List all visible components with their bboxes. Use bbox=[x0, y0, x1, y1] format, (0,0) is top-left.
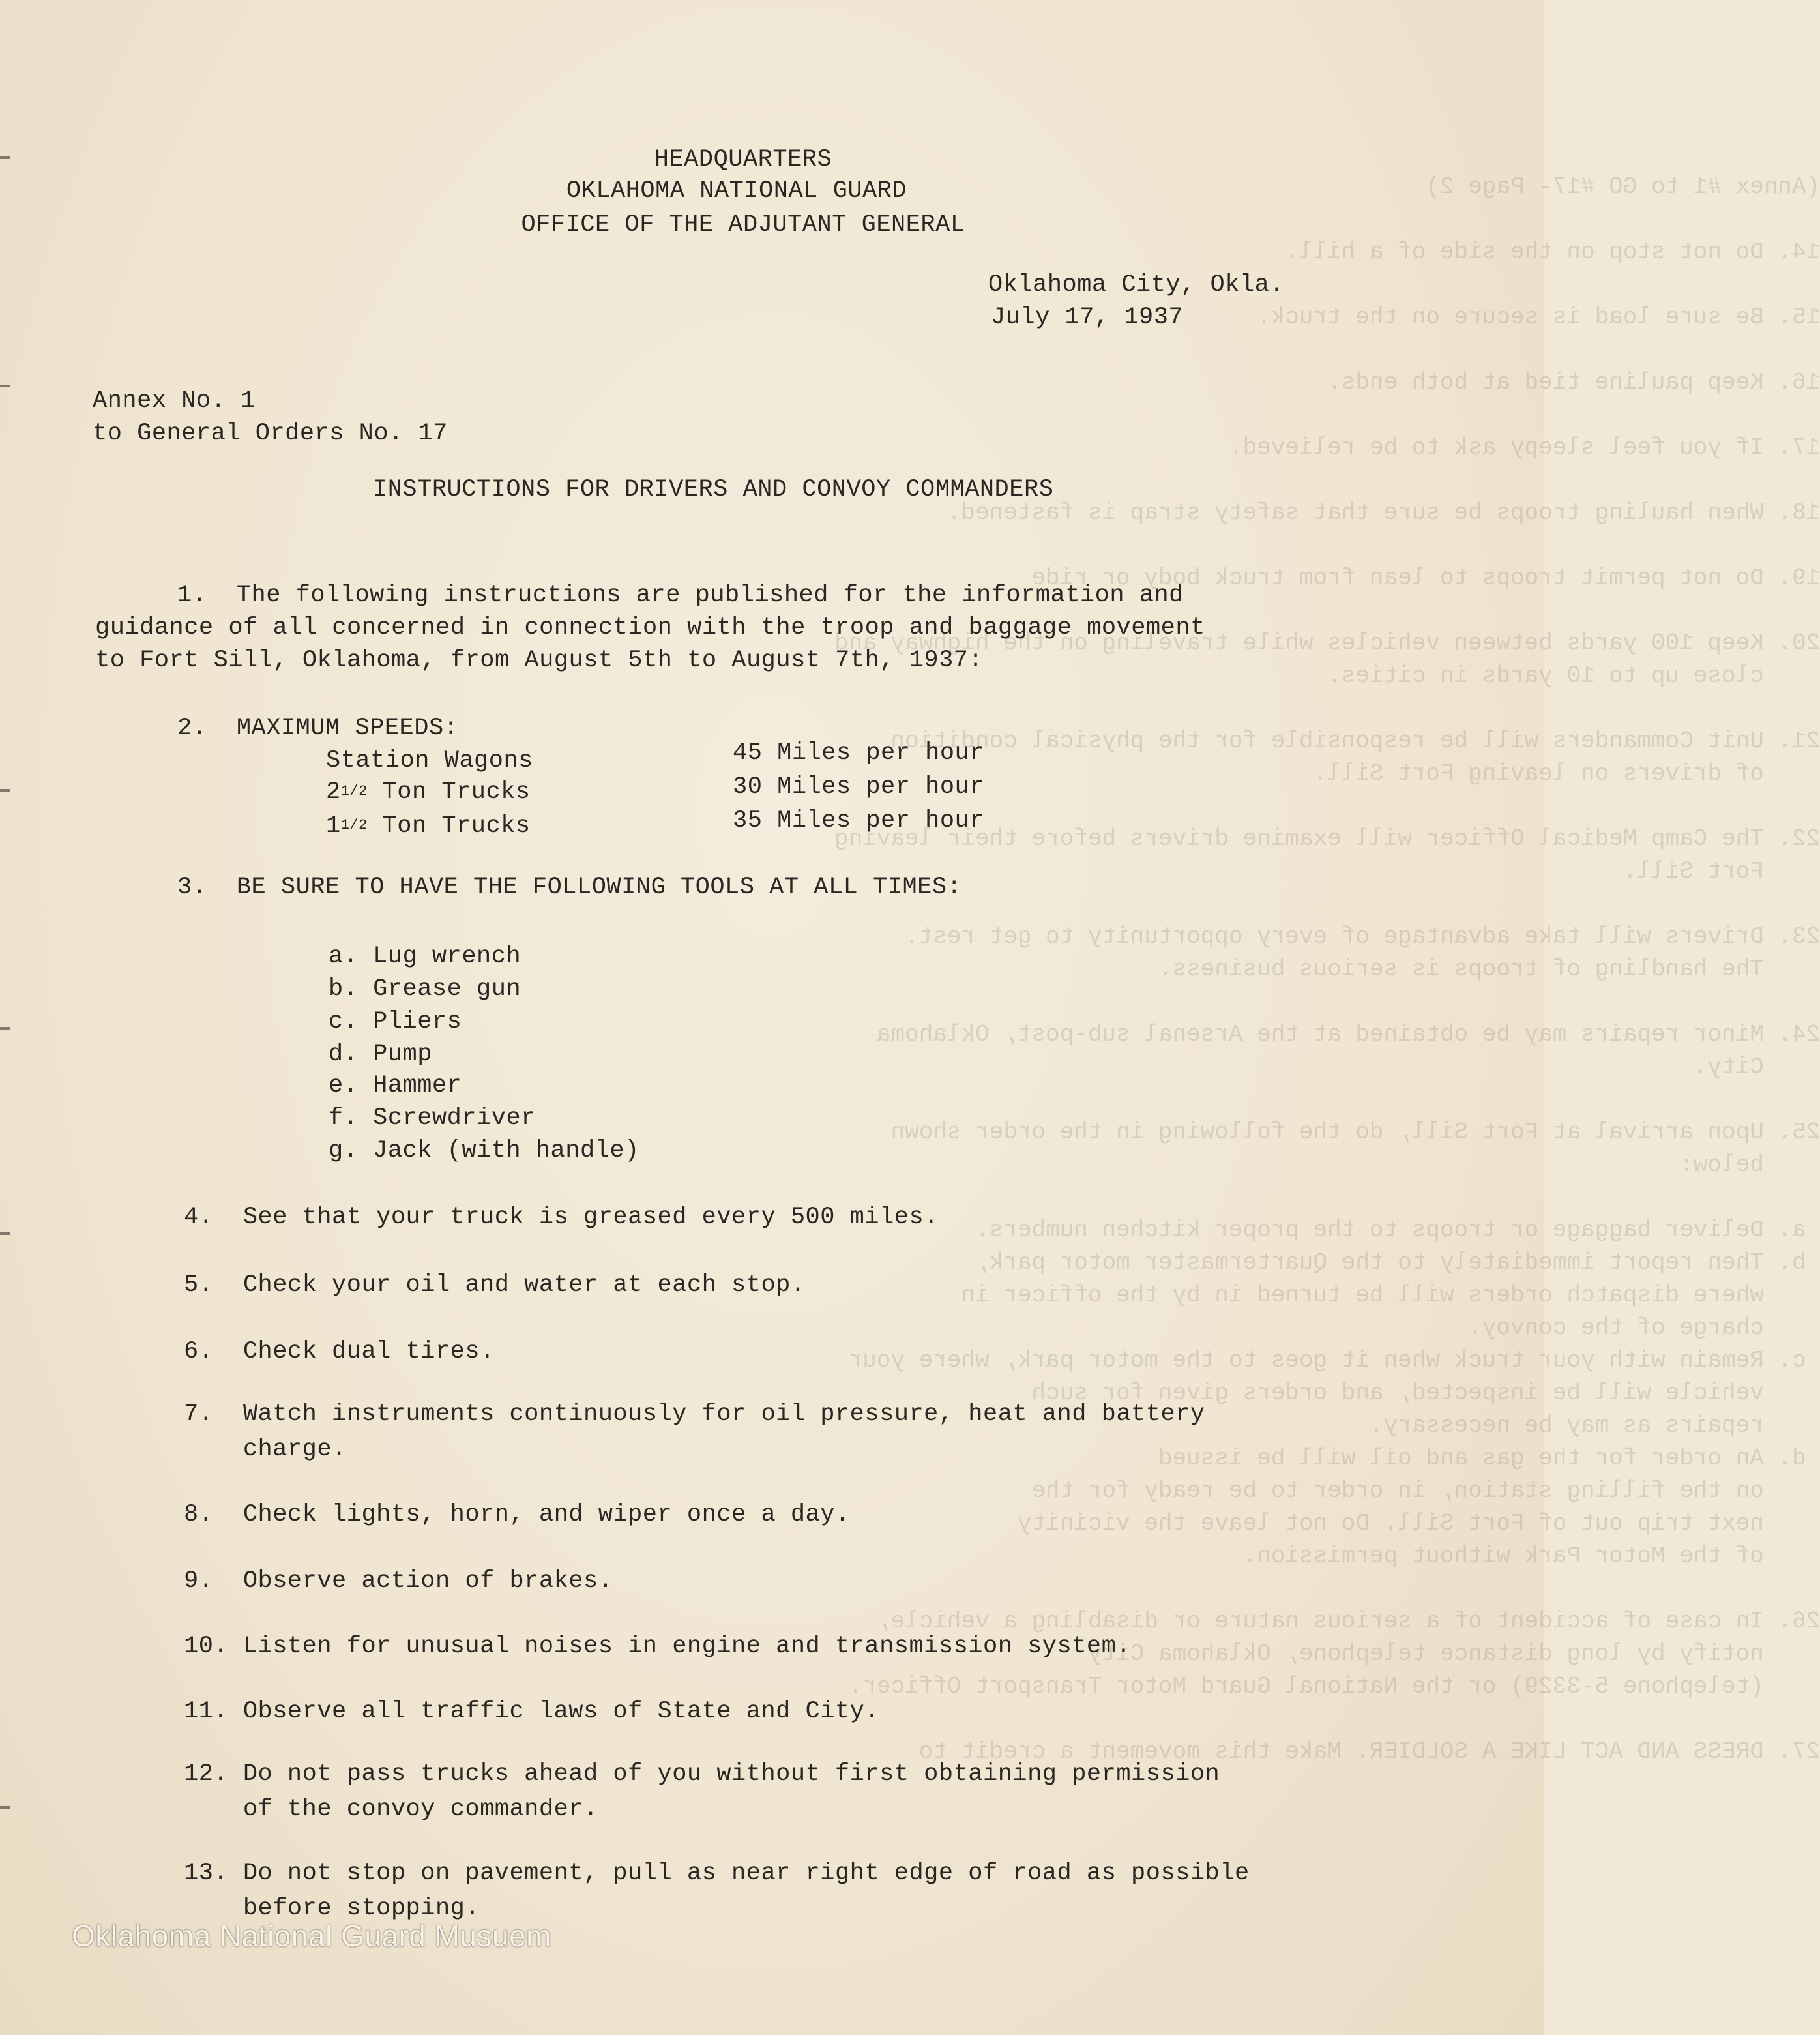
bleed-through-text: (Annex #1 to GO #17- Page 2) 14. Do not stop on the side of a hill. 15. Be sure load is secure on the truck. 16. Keep pauline tied at both ends. 17. If you feel sleepy ask to be relieved. 18. When hauling troops be sure that safety strap is fastened. 19. Do not permit troops to lean from truck body or ride 20. Keep 100 yards between vehicles while traveling on the highway and close up to 10 yards in cities. 21. Unit Commanders will be responsible for the physical condition of drivers on leaving Fort Sill. 22. The Camp Medical Officer will examine drivers before their leaving Fort Sill. 23. Drivers will take advantage of every opportunity to get rest. The handling of troops is serious business. 24. Minor repairs may be obtained at the Arsenal sub-post, Oklahoma City. 25. Upon arrival at Fort Sill, do the following in the order shown below: a. Deliver baggage or troops to the proper kitchen numbers. b. Then report immediately to the Quartermaster motor park, where dispatch orders will be turned in by the officer in charge of the convoy. c. Remain with your truck when it goes to the motor park, where your vehicle will be inspected, and orders given for such repairs as may be necessary. d. An order for the gas and oil will be issued on the filling station, in order to be ready for the next trip out of Fort Sill. Do not leave the vicinity of the Motor Park without permission. 26. In case of accident of a serious nature or disabling a vehicle, notify by long distance telephone, Oklahoma City (telephone 5-3329) or the National Guard Motor Transport Officer. 27. DRESS AND ACT LIKE A SOLDIER. Make this movement a credit to bbox=[834, 173, 1820, 1765]
instruction-13-line-1: 13. Do not stop on pavement, pull as near right edge of road as possible bbox=[184, 1860, 1250, 1887]
annex-number: Annex No. 1 bbox=[93, 387, 256, 415]
instruction-7-line-1: 7. Watch instruments continuously for oil pressure, heat and battery bbox=[184, 1401, 1205, 1428]
instruction-7-line-2: charge. bbox=[184, 1436, 347, 1463]
margin-mark bbox=[0, 789, 10, 792]
instruction-4: 4. See that your truck is greased every 500 miles. bbox=[184, 1204, 939, 1231]
margin-mark bbox=[0, 385, 10, 387]
tool-item: d. Pump bbox=[329, 1041, 432, 1068]
fraction-one-half: 1/2 bbox=[340, 783, 368, 800]
instruction-5: 5. Check your oil and water at each stop. bbox=[184, 1271, 806, 1299]
header-office: OFFICE OF THE ADJUTANT GENERAL bbox=[521, 211, 965, 239]
instruction-13-line-2: before stopping. bbox=[184, 1895, 480, 1922]
document-title: INSTRUCTIONS FOR DRIVERS AND CONVOY COMMANDERS bbox=[373, 476, 1054, 503]
instruction-6: 6. Check dual tires. bbox=[184, 1338, 495, 1365]
speed-vehicle-prefix: 2 bbox=[326, 779, 341, 806]
tools-heading: 3. BE SURE TO HAVE THE FOLLOWING TOOLS AT ALL TIMES: bbox=[177, 874, 962, 901]
speed-row-vehicle bbox=[326, 776, 531, 809]
tool-item: g. Jack (with handle) bbox=[329, 1137, 639, 1165]
speed-row-vehicle bbox=[326, 745, 533, 777]
tool-item: b. Grease gun bbox=[329, 975, 521, 1003]
header-organization: OKLAHOMA NATIONAL GUARD bbox=[566, 177, 907, 205]
instruction-11: 11. Observe all traffic laws of State and City. bbox=[184, 1698, 880, 1725]
instruction-8: 8. Check lights, horn, and wiper once a day. bbox=[184, 1501, 850, 1528]
tool-item: e. Hammer bbox=[329, 1072, 462, 1099]
paragraph-1-line-3: to Fort Sill, Oklahoma, from August 5th to August 7th, 1937: bbox=[95, 647, 984, 674]
paragraph-1-line-1: 1. The following instructions are published for the information and bbox=[177, 582, 1184, 609]
speed-vehicle-label: Station Wagons bbox=[326, 747, 533, 775]
annex-orders: to General Orders No. 17 bbox=[93, 420, 448, 447]
instruction-10: 10. Listen for unusual noises in engine and transmission system. bbox=[184, 1633, 1132, 1660]
museum-watermark: Oklahoma National Guard Musuem bbox=[72, 1919, 551, 1953]
margin-mark bbox=[0, 1027, 10, 1030]
instruction-12-line-2: of the convoy commander. bbox=[184, 1796, 598, 1823]
speeds-heading: 2. MAXIMUM SPEEDS: bbox=[177, 715, 459, 742]
speed-row-value: 30 Miles per hour bbox=[733, 773, 984, 801]
tool-item: c. Pliers bbox=[329, 1008, 462, 1035]
fraction-one-half: 1/2 bbox=[340, 817, 368, 834]
margin-mark bbox=[0, 1806, 10, 1809]
speed-row-value: 45 Miles per hour bbox=[733, 739, 984, 767]
place-line: Oklahoma City, Okla. bbox=[988, 271, 1285, 299]
speed-vehicle-label: Ton Trucks bbox=[367, 812, 531, 840]
margin-mark bbox=[0, 1232, 10, 1235]
tool-item: f. Screwdriver bbox=[329, 1105, 536, 1132]
instruction-12-line-1: 12. Do not pass trucks ahead of you without first obtaining permission bbox=[184, 1760, 1220, 1788]
header-headquarters: HEADQUARTERS bbox=[654, 146, 832, 173]
speed-vehicle-label: Ton Trucks bbox=[367, 779, 531, 806]
speed-vehicle-prefix: 1 bbox=[326, 812, 341, 840]
paragraph-1-line-2: guidance of all concerned in connection with the troop and baggage movement bbox=[95, 614, 1205, 642]
speed-row-vehicle bbox=[326, 810, 531, 842]
tool-item: a. Lug wrench bbox=[329, 943, 521, 970]
instruction-9: 9. Observe action of brakes. bbox=[184, 1567, 613, 1595]
date-line: July 17, 1937 bbox=[991, 304, 1184, 331]
speed-row-value: 35 Miles per hour bbox=[733, 807, 984, 835]
